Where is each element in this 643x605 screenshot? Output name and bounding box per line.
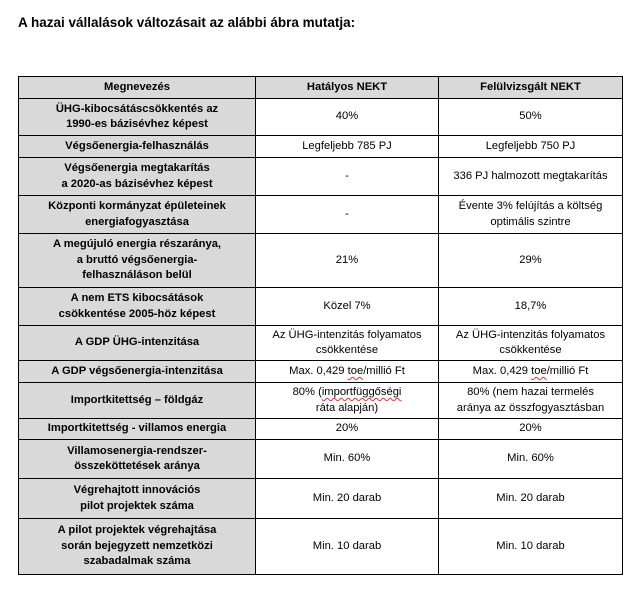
table-row — [19, 361, 623, 383]
cell-text: Közel 7% — [323, 299, 371, 312]
cell-text-part: 80% ( — [292, 386, 322, 398]
revised-value — [439, 519, 623, 575]
current-value — [256, 479, 439, 519]
table-row — [19, 288, 623, 326]
table-row — [19, 479, 623, 519]
revised-value — [439, 383, 623, 419]
cell-text: 40% — [335, 110, 359, 123]
table-row — [19, 383, 623, 419]
revised-value — [439, 288, 623, 326]
row-label — [19, 383, 256, 419]
current-value — [256, 136, 439, 158]
column-header-revised: Felülvizsgált NEKT — [439, 77, 623, 99]
cell-text: 18,7% — [514, 299, 547, 312]
row-label — [19, 479, 256, 519]
cell-text: 21% — [335, 253, 359, 266]
current-value — [256, 288, 439, 326]
commitments-table — [18, 76, 623, 575]
current-value — [256, 383, 439, 419]
revised-value — [439, 136, 623, 158]
row-label — [19, 158, 256, 196]
row-label — [19, 234, 256, 288]
table-row — [19, 519, 623, 575]
cell-text: Min. 60% — [507, 452, 554, 465]
revised-value — [439, 158, 623, 196]
row-label-line: A megújuló energia részaránya, — [52, 238, 222, 251]
current-value — [256, 419, 439, 440]
cell-text: Legfeljebb 785 PJ — [302, 139, 392, 152]
cell-text-line: ráta alapján) — [315, 401, 379, 414]
row-label-line: a bruttó végsőenergia- — [76, 253, 198, 266]
page-heading: A hazai vállalások változásait az alábbi ábra mutatja: — [18, 15, 356, 30]
current-value — [256, 99, 439, 136]
row-label-line: A GDP végsőenergia-intenzitása — [51, 364, 223, 377]
cell-text-part: Max. 0,429 — [289, 364, 348, 377]
row-label-line: A pilot projektek végrehajtása — [57, 524, 217, 537]
cell-text-line: aránya az összfogyasztásban — [456, 401, 605, 414]
table-row — [19, 440, 623, 479]
revised-value — [439, 196, 623, 234]
cell-text-line: 80% (nem hazai termelés — [467, 386, 594, 398]
cell-text: Min. 10 darab — [496, 539, 565, 552]
cell-text: Min. 20 darab — [496, 491, 565, 504]
row-label — [19, 99, 256, 136]
current-value — [256, 440, 439, 479]
cell-text-part: /millió Ft — [546, 364, 589, 377]
row-label — [19, 288, 256, 326]
row-label-line: Végsőenergia-felhasználás — [65, 139, 209, 152]
cell-text: - — [345, 169, 349, 182]
revised-value — [439, 361, 623, 383]
cell-text: Min. 60% — [323, 452, 371, 465]
revised-value — [439, 419, 623, 440]
spellcheck-underlined-text: toe — [347, 364, 364, 377]
row-label — [19, 136, 256, 158]
table-row — [19, 99, 623, 136]
row-label — [19, 361, 256, 383]
table-header-row — [19, 77, 623, 99]
row-label-line: felhasználáson belül — [82, 269, 192, 282]
table-row — [19, 158, 623, 196]
table-row — [19, 136, 623, 158]
cell-text-part: /millió Ft — [363, 364, 405, 377]
column-header-current: Hatályos NEKT — [256, 77, 439, 99]
cell-text-line: Az ÜHG-intenzitás folyamatos — [455, 328, 606, 341]
row-label-line: összeköttetések aránya — [74, 460, 200, 472]
spellcheck-underlined-text: importfüggőségi — [321, 386, 402, 398]
row-label-line: pilot projektek száma — [80, 499, 194, 512]
table-row — [19, 326, 623, 361]
revised-value — [439, 234, 623, 288]
row-label-line: Importkitettség - villamos energia — [47, 422, 227, 435]
cell-text-line — [259, 385, 435, 401]
revised-value — [439, 440, 623, 479]
row-label — [19, 440, 256, 479]
cell-text-line: csökkentése — [499, 344, 562, 356]
column-header-name: Megnevezés — [19, 77, 256, 99]
cell-text: 336 PJ halmozott megtakarítás — [453, 169, 608, 182]
table-row — [19, 419, 623, 440]
cell-text: Min. 20 darab — [312, 491, 382, 504]
row-label-line: Végsőenergia megtakarítás — [64, 162, 210, 174]
row-label-line: A nem ETS kibocsátások — [70, 292, 204, 304]
row-label — [19, 326, 256, 361]
row-label-line: a 2020-as bázisévhez képest — [61, 177, 213, 190]
row-label-line: 1990-es bázisévhez képest — [66, 118, 208, 130]
row-label-line: Importkitettség – földgáz — [70, 393, 204, 406]
current-value — [256, 196, 439, 234]
cell-text-line: csökkentése — [315, 344, 379, 356]
row-label-line: Villamosenergia-rendszer- — [67, 444, 207, 457]
cell-text-part: Max. 0,429 — [472, 364, 532, 377]
revised-value — [439, 99, 623, 136]
revised-value — [439, 326, 623, 361]
row-label-line: Végrehajtott innovációs — [73, 484, 201, 496]
cell-text-line: Az ÜHG-intenzitás folyamatos — [272, 328, 422, 341]
row-label-line: Központi kormányzat épületeinek — [48, 200, 226, 212]
row-label — [19, 196, 256, 234]
cell-text: 29% — [519, 253, 542, 266]
row-label-line: ÜHG-kibocsátáscsökkentés az — [55, 102, 219, 115]
current-value — [256, 158, 439, 196]
row-label — [19, 519, 256, 575]
row-label-line: csökkentése 2005-höz képest — [58, 307, 216, 320]
cell-text-line: optimális szintre — [490, 215, 571, 228]
current-value — [256, 326, 439, 361]
row-label-line: során bejegyzett nemzetközi — [61, 539, 213, 552]
cell-text: - — [345, 207, 349, 220]
row-label-line: energiafogyasztása — [85, 215, 189, 228]
revised-value — [439, 479, 623, 519]
cell-text: Legfeljebb 750 PJ — [485, 139, 576, 152]
current-value — [256, 519, 439, 575]
spellcheck-underlined-text: toe — [531, 364, 547, 377]
row-label — [19, 419, 256, 440]
current-value — [256, 234, 439, 288]
row-label-line: A GDP ÜHG-intenzitása — [74, 336, 200, 349]
row-label-line: szabadalmak száma — [83, 555, 191, 568]
cell-text: 20% — [519, 422, 542, 435]
table-row — [19, 234, 623, 288]
cell-text-line: Évente 3% felújítás a költség — [458, 200, 603, 212]
cell-text: 20% — [335, 422, 359, 435]
table-row — [19, 196, 623, 234]
current-value — [256, 361, 439, 383]
cell-text: Min. 10 darab — [312, 539, 382, 552]
cell-text: 50% — [519, 110, 542, 123]
